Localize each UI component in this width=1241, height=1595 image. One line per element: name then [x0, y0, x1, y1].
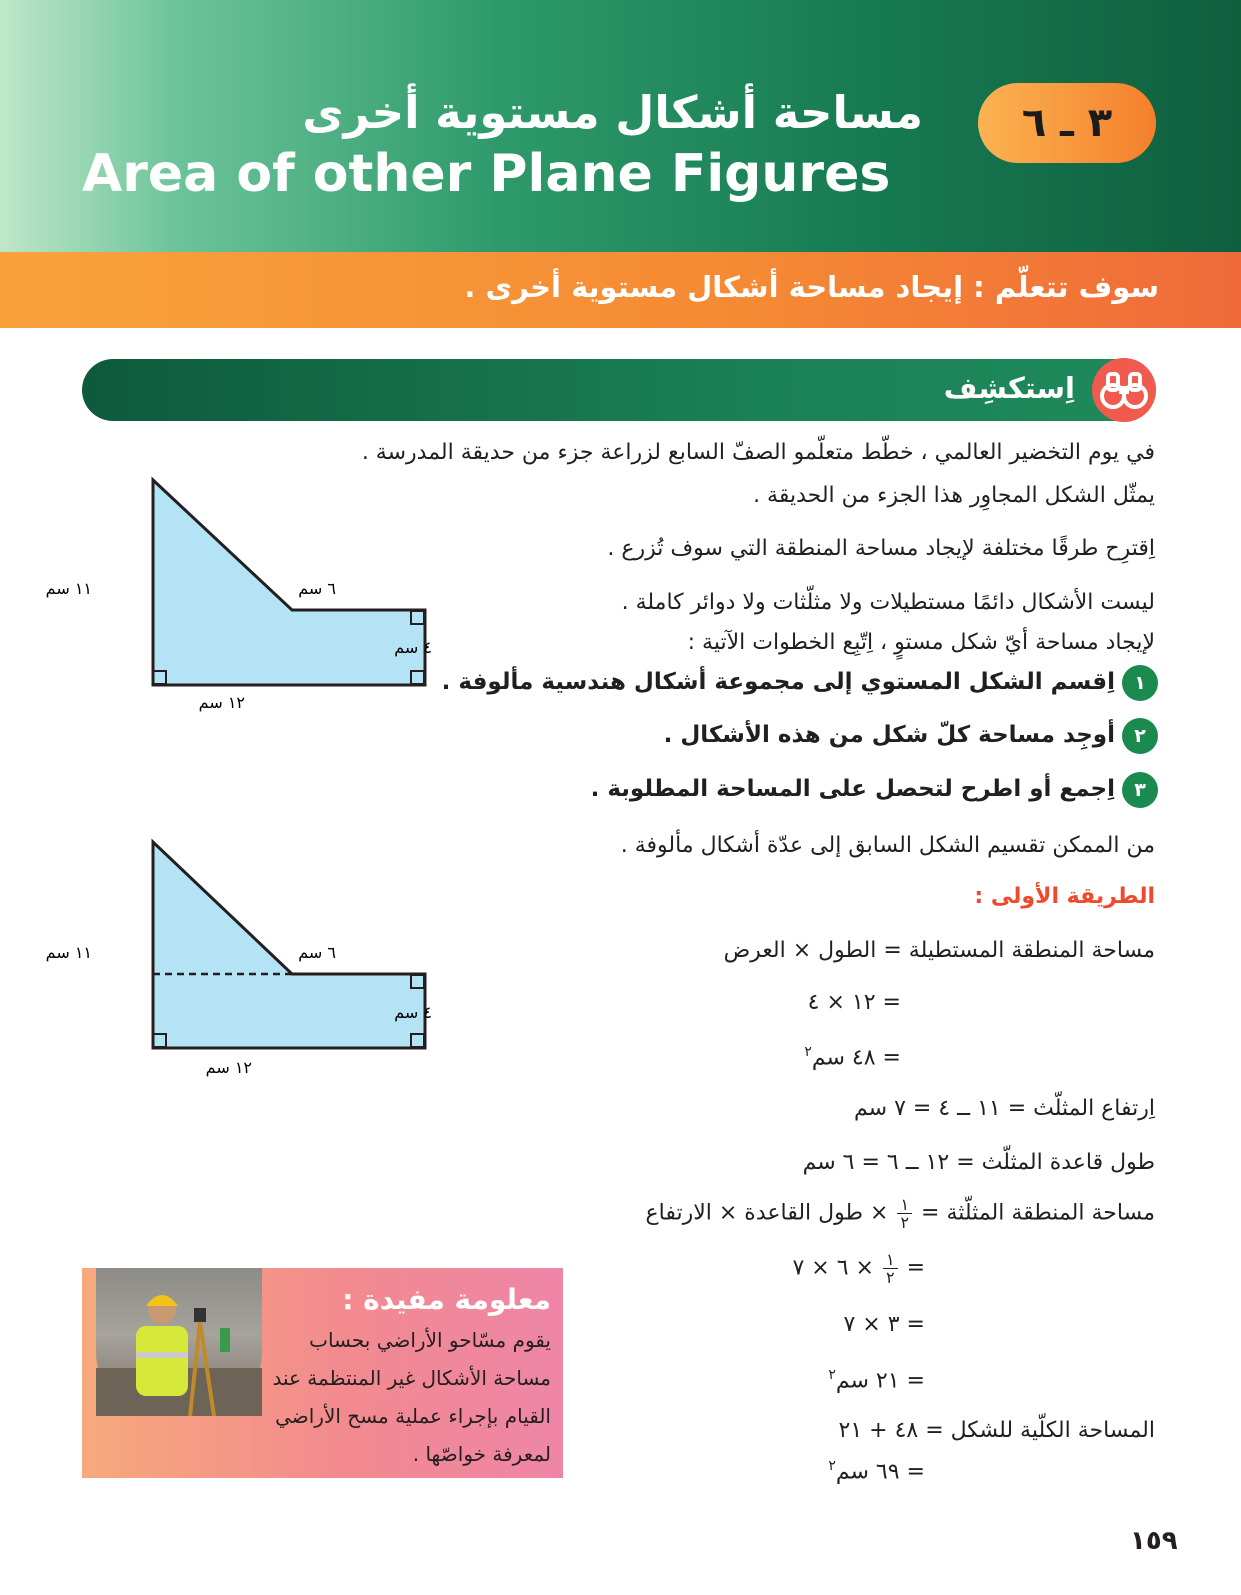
step-number-3: ٣ — [1122, 772, 1158, 808]
half-fraction-2: $\frac{١}{٢}$ — [883, 1251, 898, 1286]
method-one-title: الطريقة الأولى : — [974, 884, 1155, 909]
triangle-base: طول قاعدة المثلّث = ١٢ ــ ٦ = ٦ سم — [802, 1150, 1155, 1175]
label-top-6cm: ٦ سم — [298, 943, 336, 962]
triangle-area-step-3 — [828, 1367, 925, 1393]
triangle-formula-label: مساحة المنطقة المثلّثة = — [921, 1200, 1155, 1226]
garden-shape-divided — [153, 842, 425, 1048]
rect-area-step-1: = ١٢ × ٤ — [807, 990, 901, 1015]
divide-note: من الممكن تقسيم الشكل السابق إلى عدّة أشكال مألوفة . — [620, 833, 1155, 858]
step-text-1: اِقسم الشكل المستوي إلى مجموعة أشكال هندسية مألوفة . — [441, 669, 1115, 695]
label-top-6cm: ٦ سم — [298, 579, 336, 598]
info-line-2: مساحة الأشكال غير المنتظمة عند — [272, 1366, 551, 1390]
step-number-2: ٢ — [1122, 718, 1158, 754]
explore-paragraph-4: ليست الأشكال دائمًا مستطيلات ولا مثلّثات ولا دوائر كاملة . — [621, 590, 1155, 615]
explore-paragraph-3: اِقترِح طرقًا مختلفة لإيجاد مساحة المنطقة التي سوف تُزرع . — [607, 536, 1155, 561]
squared-mark: ٢ — [804, 1044, 812, 1060]
label-left-11cm: ١١ سم — [45, 943, 92, 962]
triangle-area-step-1 — [792, 1251, 925, 1286]
step-text-2: أوجِد مساحة كلّ شكل من هذه الأشكال . — [663, 722, 1115, 748]
surveyor-photo — [96, 1268, 262, 1416]
label-left-11cm: ١١ سم — [45, 579, 92, 598]
total-area: المساحة الكلّية للشكل = ٤٨ + ٢١ — [838, 1418, 1155, 1443]
explore-paragraph-5: لإيجاد مساحة أيّ شكل مستوٍ ، اِتّبِع الخطوات الآتية : — [687, 630, 1155, 655]
triangle-area-result: = ٢١ سم — [835, 1368, 925, 1394]
squared-mark-3: ٢ — [828, 1458, 836, 1474]
rect-area-formula: مساحة المنطقة المستطيلة = الطول × العرض — [723, 938, 1155, 963]
info-line-4: لمعرفة خواصّها . — [412, 1442, 551, 1466]
learning-objective: سوف تتعلّم : إيجاد مساحة أشكال مستوية أخرى . — [464, 270, 1159, 304]
binoculars-icon — [1092, 358, 1156, 422]
garden-shape — [153, 480, 425, 685]
total-result-value: = ٦٩ سم — [835, 1459, 925, 1485]
triangle-area-step-2: = ٣ × ٧ — [843, 1312, 925, 1337]
rect-area-result: = ٤٨ سم — [811, 1045, 901, 1071]
total-area-result — [828, 1458, 925, 1484]
useful-info-title: معلومة مفيدة : — [342, 1283, 551, 1316]
explore-paragraph-1: في يوم التخضير العالمي ، خطّط متعلّمو الصفّ السابع لزراعة جزء من حديقة المدرسة . — [361, 440, 1155, 465]
page-number: ١٥٩ — [1130, 1526, 1178, 1556]
info-line-3: القيام بإجراء عملية مسح الأراضي — [275, 1404, 551, 1428]
step-text-3: اِجمع أو اطرح لتحصل على المساحة المطلوبة . — [590, 776, 1115, 802]
label-right-4cm: ٤ سم — [394, 1003, 432, 1022]
triangle-step-1-terms: × ٦ × ٧ — [792, 1255, 874, 1281]
garden-figure-1 — [45, 470, 480, 730]
label-right-4cm: ٤ سم — [394, 638, 432, 657]
step-number-1: ١ — [1122, 665, 1158, 701]
page-title-arabic: مساحة أشكال مستوية أخرى — [302, 86, 923, 139]
squared-mark-2: ٢ — [828, 1367, 836, 1383]
label-bottom-12cm: ١٢ سم — [198, 693, 245, 712]
page-title-english: Area of other Plane Figures — [82, 144, 891, 204]
label-bottom-12cm: ١٢ سم — [205, 1058, 252, 1077]
explore-title: اِستكشِف — [943, 371, 1075, 405]
triangle-formula-terms: × طول القاعدة × الارتفاع — [645, 1200, 889, 1226]
equals-sign: = — [906, 1255, 925, 1281]
triangle-height: اِرتفاع المثلّث = ١١ ــ ٤ = ٧ سم — [854, 1096, 1155, 1121]
info-line-1: يقوم مسّاحو الأراضي بحساب — [309, 1328, 551, 1352]
explore-paragraph-2: يمثّل الشكل المجاوِر هذا الجزء من الحديقة . — [753, 483, 1155, 508]
lesson-number: ٣ ـ ٦ — [1021, 100, 1113, 146]
garden-figure-2 — [45, 830, 480, 1090]
lesson-number-badge — [978, 83, 1156, 163]
rect-area-step-2 — [804, 1044, 901, 1070]
half-fraction: $\frac{١}{٢}$ — [897, 1196, 912, 1231]
triangle-area-formula — [646, 1196, 1155, 1231]
